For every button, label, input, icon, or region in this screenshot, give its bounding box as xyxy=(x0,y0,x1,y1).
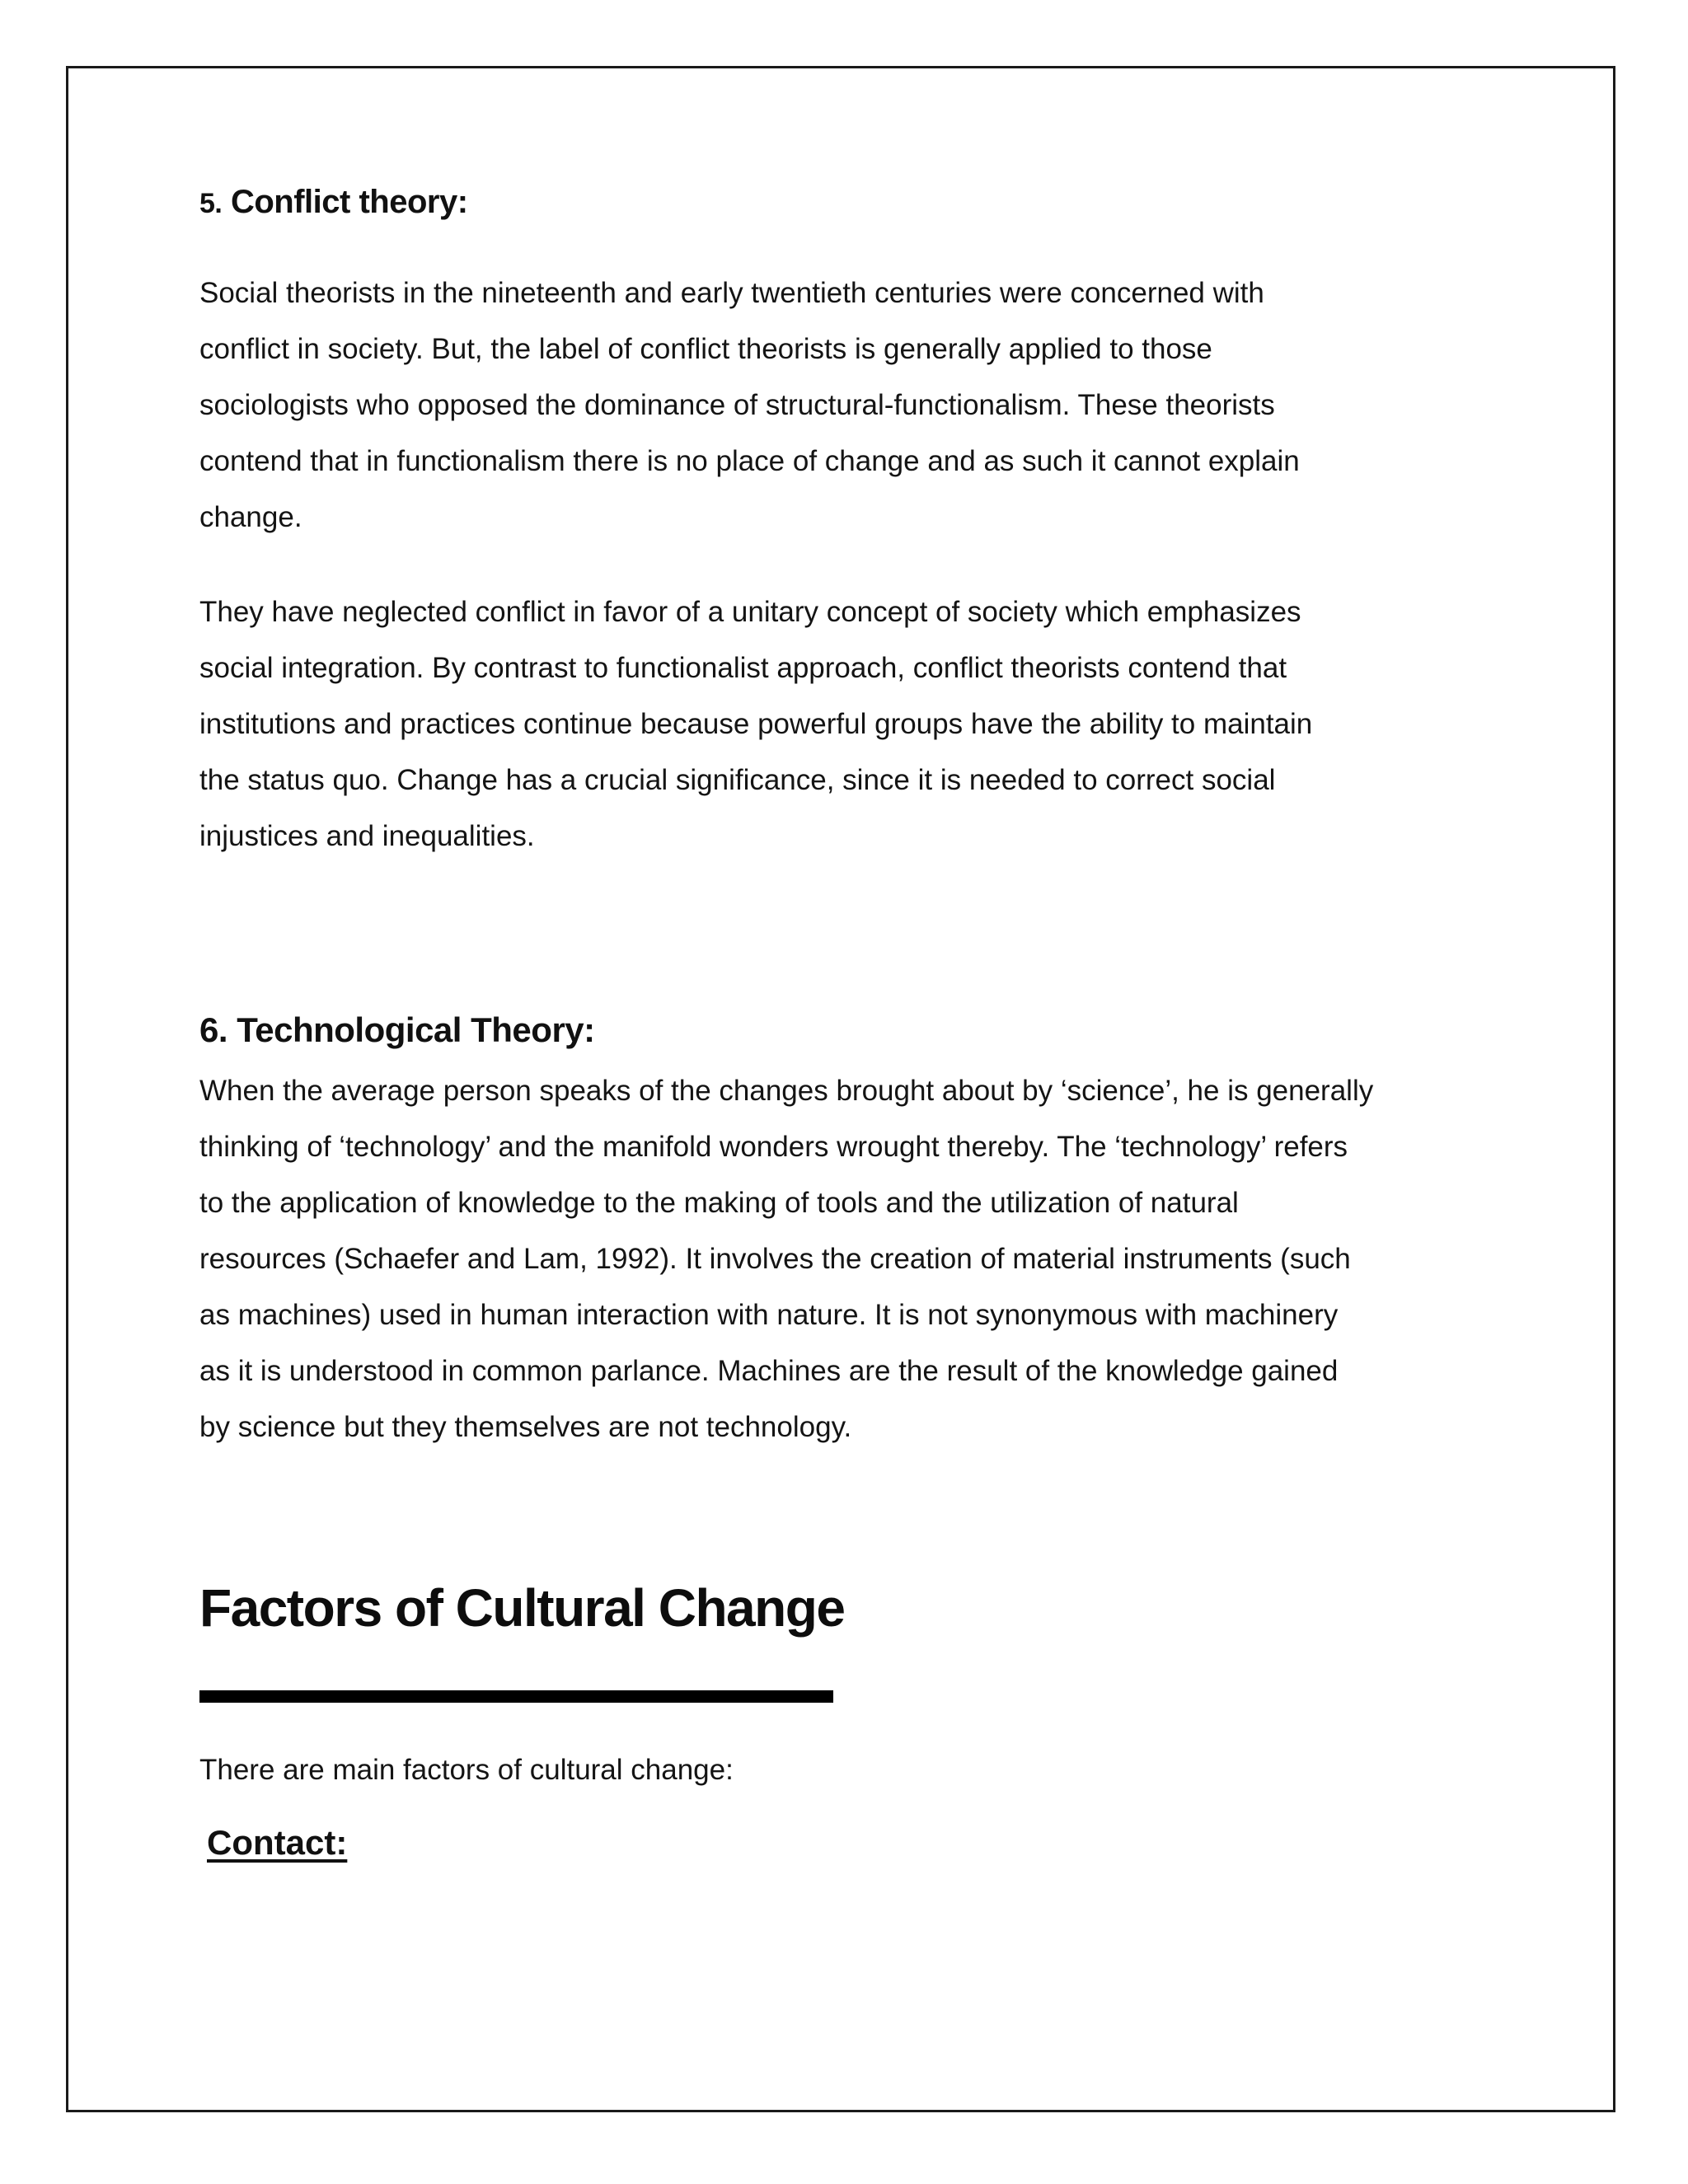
section-5-title: Conflict theory: xyxy=(230,184,468,220)
text-line: change. xyxy=(199,501,302,533)
section-6-paragraph xyxy=(199,1063,1510,1455)
text-line: sociologists who opposed the dominance of structural-functionalism. These theorists xyxy=(199,389,1275,421)
text-line: institutions and practices continue because powerful groups have the ability to maintain xyxy=(199,708,1313,740)
text-line: as it is understood in common parlance. Machines are the result of the knowledge gained xyxy=(199,1355,1339,1387)
text-line: as machines) used in human interaction with nature. It is not synonymous with machinery xyxy=(199,1299,1339,1331)
text-line: They have neglected conflict in favor of a unitary concept of society which emphasizes xyxy=(199,596,1301,628)
text-line: to the application of knowledge to the making of tools and the utilization of natural xyxy=(199,1187,1239,1219)
text-line: Social theorists in the nineteenth and early twentieth centuries were concerned with xyxy=(199,277,1264,309)
text-line: social integration. By contrast to functionalist approach, conflict theorists contend that xyxy=(199,652,1287,684)
contact-heading: Contact: xyxy=(207,1823,348,1862)
section-6-heading: 6. Technological Theory: xyxy=(199,1010,595,1049)
text-line: injustices and inequalities. xyxy=(199,820,535,852)
heading-underline-rule xyxy=(199,1690,833,1703)
factors-intro: There are main factors of cultural change: xyxy=(199,1754,734,1786)
section-5-paragraph-1 xyxy=(199,265,1510,546)
text-line: conflict in society. But, the label of conflict theorists is generally applied to those xyxy=(199,333,1212,365)
section-5-number: 5. xyxy=(199,188,223,219)
factors-heading: Factors of Cultural Change xyxy=(199,1578,845,1638)
text-line: the status quo. Change has a crucial significance, since it is needed to correct social xyxy=(199,764,1276,796)
text-line: contend that in functionalism there is no place of change and as such it cannot explain xyxy=(199,445,1300,477)
section-5-paragraph-2 xyxy=(199,584,1510,865)
section-5-heading xyxy=(199,181,1510,223)
text-line: thinking of ‘technology’ and the manifold wonders wrought thereby. The ‘technology’ refers xyxy=(199,1131,1348,1163)
text-line: When the average person speaks of the changes brought about by ‘science’, he is generally xyxy=(199,1075,1374,1107)
document-content xyxy=(199,181,1510,1863)
text-line: by science but they themselves are not technology. xyxy=(199,1411,852,1443)
text-line: resources (Schaefer and Lam, 1992). It involves the creation of material instruments (such xyxy=(199,1243,1351,1275)
